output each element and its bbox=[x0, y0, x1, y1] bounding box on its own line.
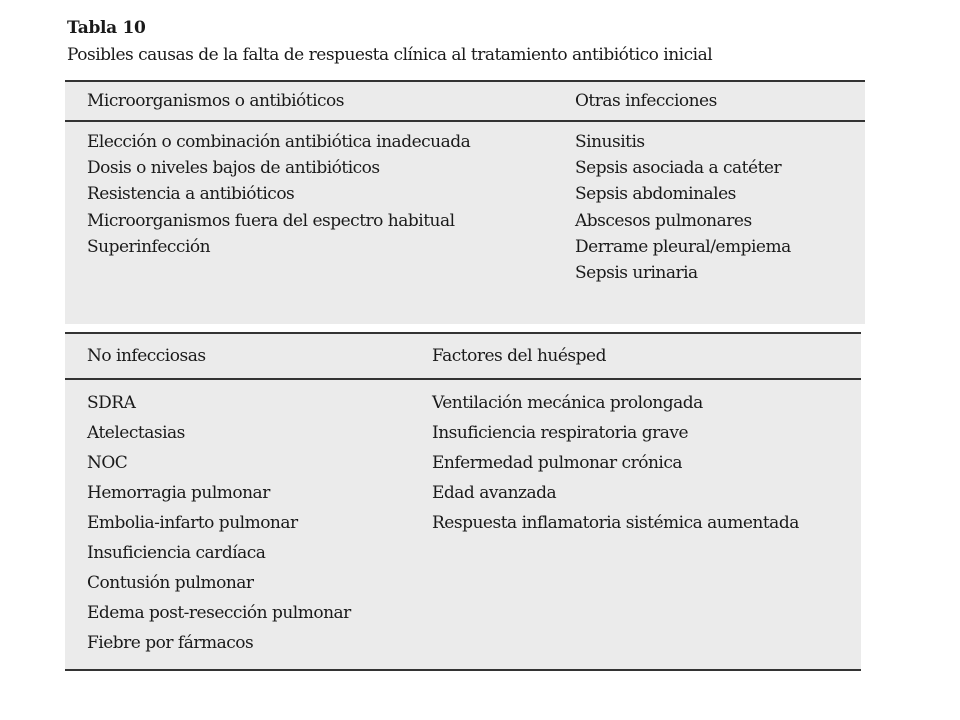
list-item: Sinusitis bbox=[575, 132, 645, 152]
header-other-infections: Otras infecciones bbox=[575, 91, 717, 111]
list-item: Abscesos pulmonares bbox=[575, 210, 752, 231]
list-item: Enfermedad pulmonar crónica bbox=[432, 453, 682, 473]
list-item: Respuesta inflamatoria sistémica aumentada bbox=[432, 513, 799, 533]
list-item: Hemorragia pulmonar bbox=[87, 483, 270, 503]
list-item: Fiebre por fármacos bbox=[87, 633, 254, 653]
table-caption: Posibles causas de la falta de respuesta clínica al tratamiento antibiótico inicial bbox=[67, 45, 713, 65]
table-panel-non-infectious bbox=[65, 332, 861, 671]
list-item: Elección o combinación antibiótica inadecuada bbox=[87, 132, 471, 152]
list-item: Edema post-resección pulmonar bbox=[87, 603, 351, 623]
list-host-factors bbox=[432, 388, 799, 538]
list-item: Insuficiencia respiratoria grave bbox=[432, 423, 688, 443]
table-header-row bbox=[65, 82, 865, 122]
list-item: Atelectasias bbox=[87, 423, 185, 443]
list-item: Edad avanzada bbox=[432, 483, 557, 503]
list-item: Sepsis urinaria bbox=[575, 263, 698, 284]
table-panel-infections bbox=[65, 80, 865, 324]
list-item: Sepsis abdominales bbox=[575, 184, 736, 205]
list-other-infections bbox=[575, 129, 791, 286]
list-item: SDRA bbox=[87, 393, 136, 413]
list-item: Contusión pulmonar bbox=[87, 573, 254, 593]
header-non-infectious: No infecciosas bbox=[87, 346, 206, 366]
list-item: NOC bbox=[87, 453, 128, 473]
list-microorganisms bbox=[87, 129, 470, 260]
table-header-row bbox=[65, 334, 861, 380]
header-host-factors: Factores del huésped bbox=[432, 346, 606, 366]
list-item: Microorganismos fuera del espectro habitual bbox=[87, 210, 455, 231]
header-microorganisms: Microorganismos o antibióticos bbox=[87, 91, 344, 111]
list-item: Sepsis asociada a catéter bbox=[575, 158, 782, 179]
list-item: Derrame pleural/empiema bbox=[575, 236, 791, 257]
list-item: Ventilación mecánica prolongada bbox=[432, 393, 703, 413]
list-item: Embolia-infarto pulmonar bbox=[87, 513, 298, 533]
table-title: Tabla 10 bbox=[67, 18, 146, 38]
list-item: Dosis o niveles bajos de antibióticos bbox=[87, 158, 380, 179]
list-item: Insuficiencia cardíaca bbox=[87, 543, 266, 563]
list-item: Superinfección bbox=[87, 236, 211, 257]
list-item: Resistencia a antibióticos bbox=[87, 184, 295, 205]
list-non-infectious bbox=[87, 388, 351, 658]
